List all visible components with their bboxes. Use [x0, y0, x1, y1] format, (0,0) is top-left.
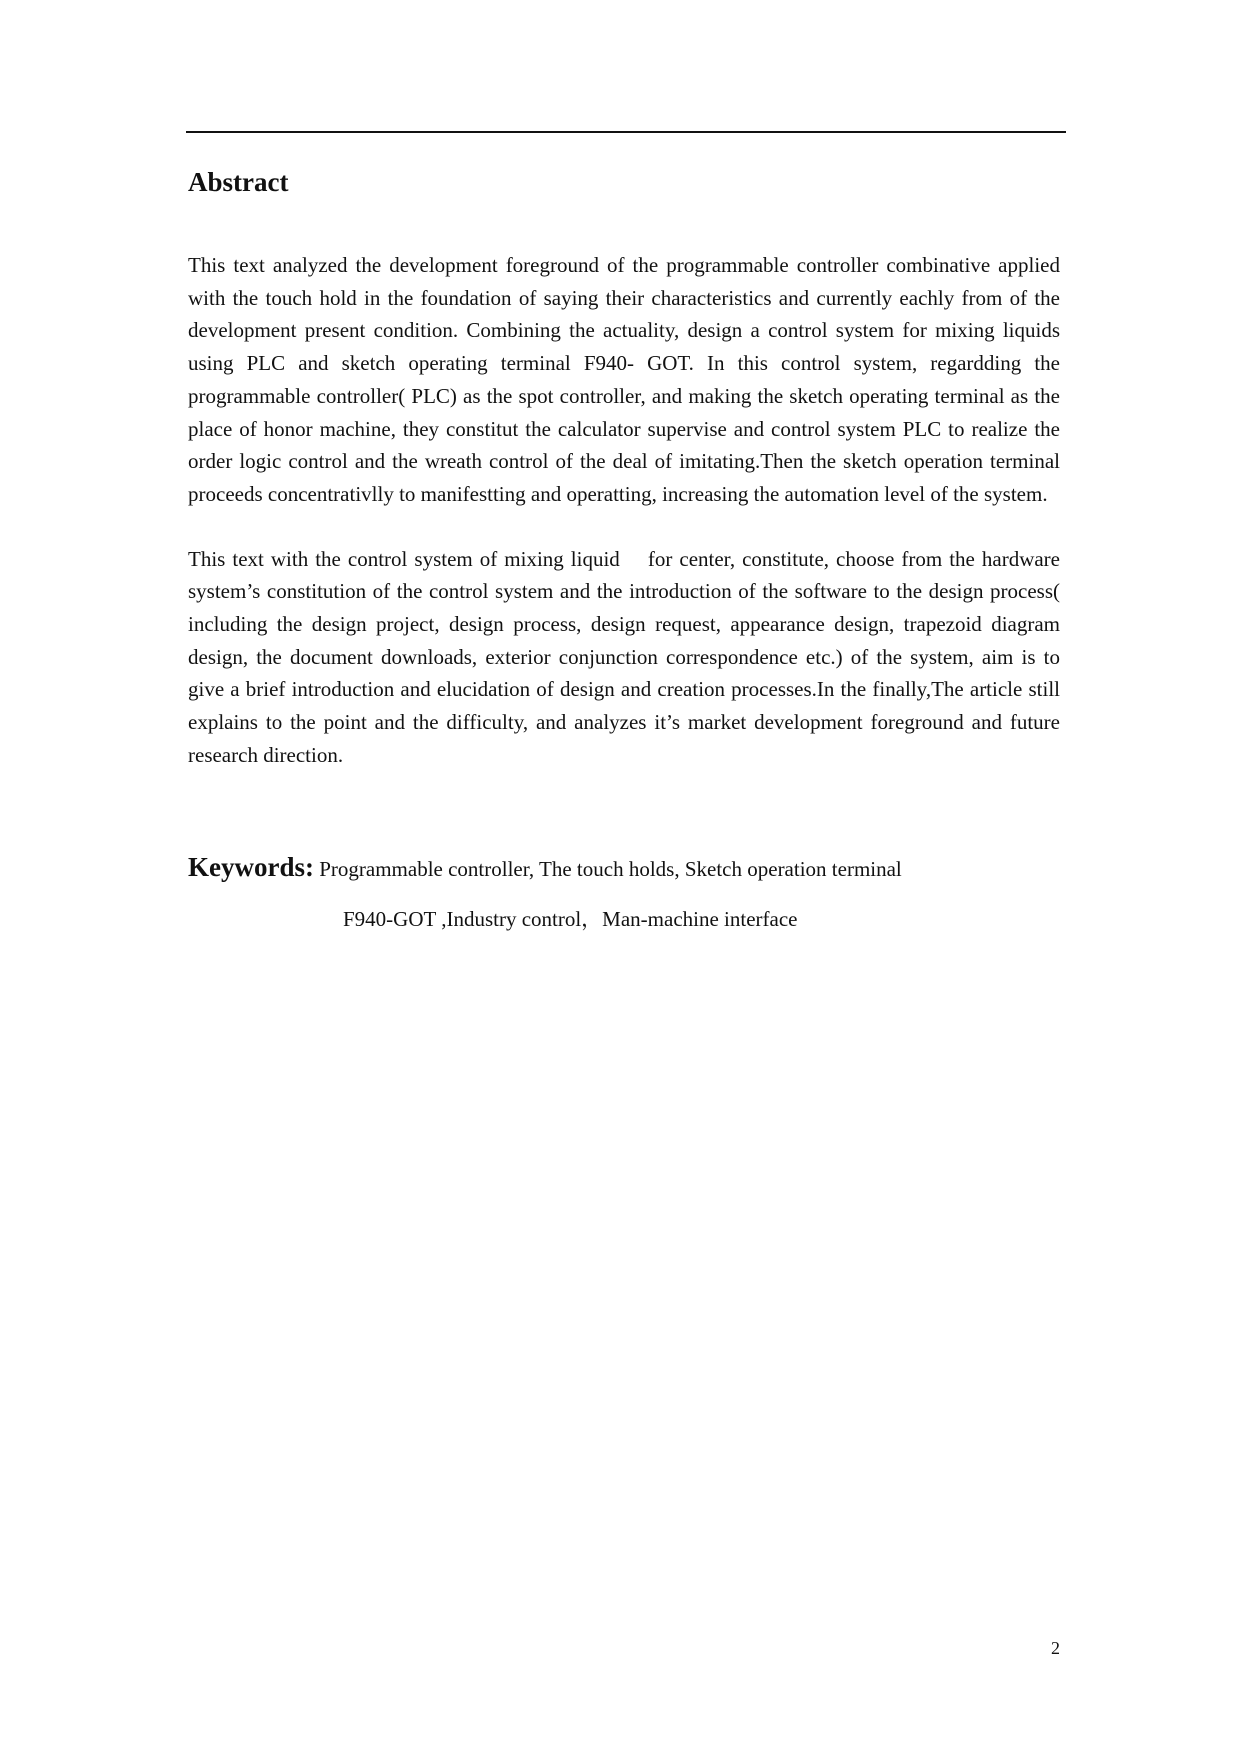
abstract-paragraph-1: This text analyzed the development foreground of the programmable controller combinative applied with the touch hold in the foundation of saying their characteristics and currently eachly from of the development present condition. Combining the actuality, design a control system for mixing liquids using PLC and sketch operating terminal F940- GOT. In this control system, regardding the programmable controller( PLC) as the spot controller, and making the sketch operating terminal as the place of honor machine, they constitut the calculator supervise and control system PLC to realize the order logic control and the wreath control of the deal of imitating.Then the sketch operation terminal proceeds concentrativlly to manifestting and operatting, increasing the automation level of the system.	[188, 253, 1060, 506]
abstract-heading: Abstract	[188, 167, 289, 197]
keywords-text-1: Programmable controller, The touch holds, Sketch operation terminal	[319, 857, 902, 881]
keywords-text-2: F940-GOT ,Industry control，Man-machine interface	[343, 907, 798, 931]
keywords-line	[188, 852, 1060, 884]
page-number: 2	[1051, 1638, 1060, 1658]
abstract-paragraph-2: This text with the control system of mixing liquid for center, constitute, choose from the hardware system’s constitution of the control system and the introduction of the software to the design process( including the design project, design process, design request, appearance design, trapezoid diagram design, the document downloads, exterior conjunction correspondence etc.) of the system, aim is to give a brief introduction and elucidation of design and creation processes.In the finally,The article still explains to the point and the difficulty, and analyzes it’s market development foreground and future research direction.	[188, 546, 1060, 767]
abstract-body	[188, 249, 1060, 772]
keywords-label: Keywords:	[188, 852, 314, 882]
header-rule	[186, 131, 1066, 133]
